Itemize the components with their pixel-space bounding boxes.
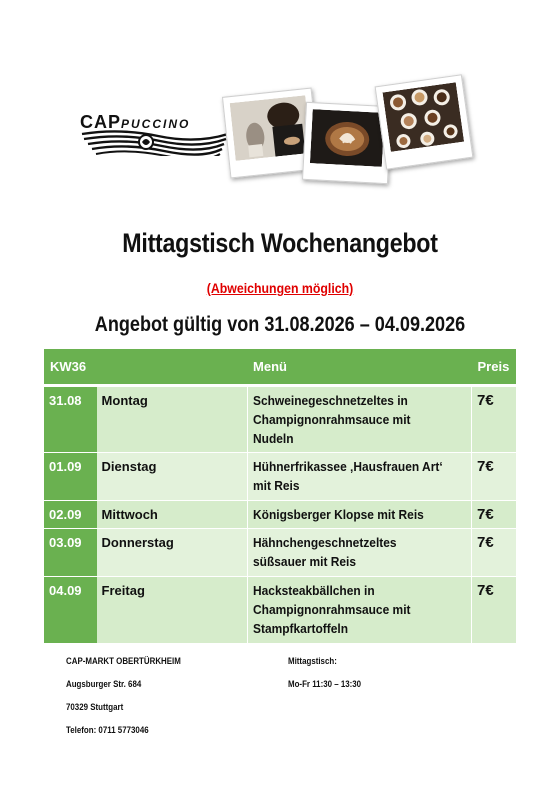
header-price: Preis — [472, 349, 517, 384]
footer-company: CAP-MARKT OBERTÜRKHEIM — [66, 656, 181, 666]
logo-text-rest: PUCCINO — [121, 117, 191, 131]
row-dish-text: Hühnerfrikassee ‚Hausfrauen Art‘ mit Reis — [252, 459, 443, 493]
footer-lunch-time: Mo-Fr 11:30 – 13:30 — [288, 679, 362, 689]
latte-art-icon — [310, 109, 385, 167]
row-day: Donnerstag — [97, 529, 248, 577]
weekly-menu-table — [44, 349, 516, 644]
row-price: 7€ — [472, 453, 517, 501]
coffee-stripes-icon — [80, 130, 230, 156]
footer-lunch-hours — [288, 656, 371, 702]
table-header-row — [44, 349, 516, 384]
row-price: 7€ — [472, 501, 517, 529]
validity-period: Angebot gültig von 31.08.2026 – 04.09.2026 — [94, 313, 466, 336]
row-dish-text: Schweinegeschnetzeltes in Champignonrahmsauce mit Nudeln — [252, 393, 411, 446]
row-day: Freitag — [97, 577, 248, 644]
row-dish — [247, 387, 471, 453]
row-dish — [247, 577, 471, 644]
footer-phone: Telefon: 0711 5773046 — [66, 725, 149, 735]
row-price: 7€ — [472, 529, 517, 577]
row-date: 03.09 — [44, 529, 97, 577]
coffee-cups-icon — [382, 82, 464, 152]
row-price: 7€ — [472, 577, 517, 644]
row-date: 01.09 — [44, 453, 97, 501]
row-dish — [247, 453, 471, 501]
footer-city: 70329 Stuttgart — [66, 702, 124, 712]
row-dish-text: Hacksteakbällchen in Champignonrahmsauce mit Stampfkartoffeln — [252, 583, 411, 636]
row-day: Montag — [97, 387, 248, 453]
footer-address — [66, 656, 197, 748]
row-day: Dienstag — [97, 453, 248, 501]
cap-puccino-logo — [80, 108, 230, 158]
row-dish-text: Königsberger Klopse mit Reis — [252, 507, 424, 522]
row-dish — [247, 529, 471, 577]
row-date: 04.09 — [44, 577, 97, 644]
footer-lunch-label: Mittagstisch: — [288, 656, 337, 666]
header-week: KW36 — [44, 349, 247, 384]
polaroid-photo-cups — [375, 74, 474, 169]
page-title: Mittagstisch Wochenangebot — [122, 228, 438, 258]
row-date: 31.08 — [44, 387, 97, 453]
row-date: 02.09 — [44, 501, 97, 529]
table-row — [44, 577, 516, 644]
table-row — [44, 453, 516, 501]
deviation-note: (Abweichungen möglich) — [206, 280, 354, 296]
table-row — [44, 387, 516, 453]
row-dish — [247, 501, 471, 529]
row-dish-text: Hähnchengeschnetzeltes süßsauer mit Reis — [252, 535, 397, 569]
table-row — [44, 501, 516, 529]
barista-photo-icon — [230, 95, 312, 161]
header-menu: Menü — [247, 349, 471, 384]
row-day: Mittwoch — [97, 501, 248, 529]
table-row — [44, 529, 516, 577]
footer-street: Augsburger Str. 684 — [66, 679, 142, 689]
logo-text-main: CAP — [80, 112, 122, 132]
row-price: 7€ — [472, 387, 517, 453]
